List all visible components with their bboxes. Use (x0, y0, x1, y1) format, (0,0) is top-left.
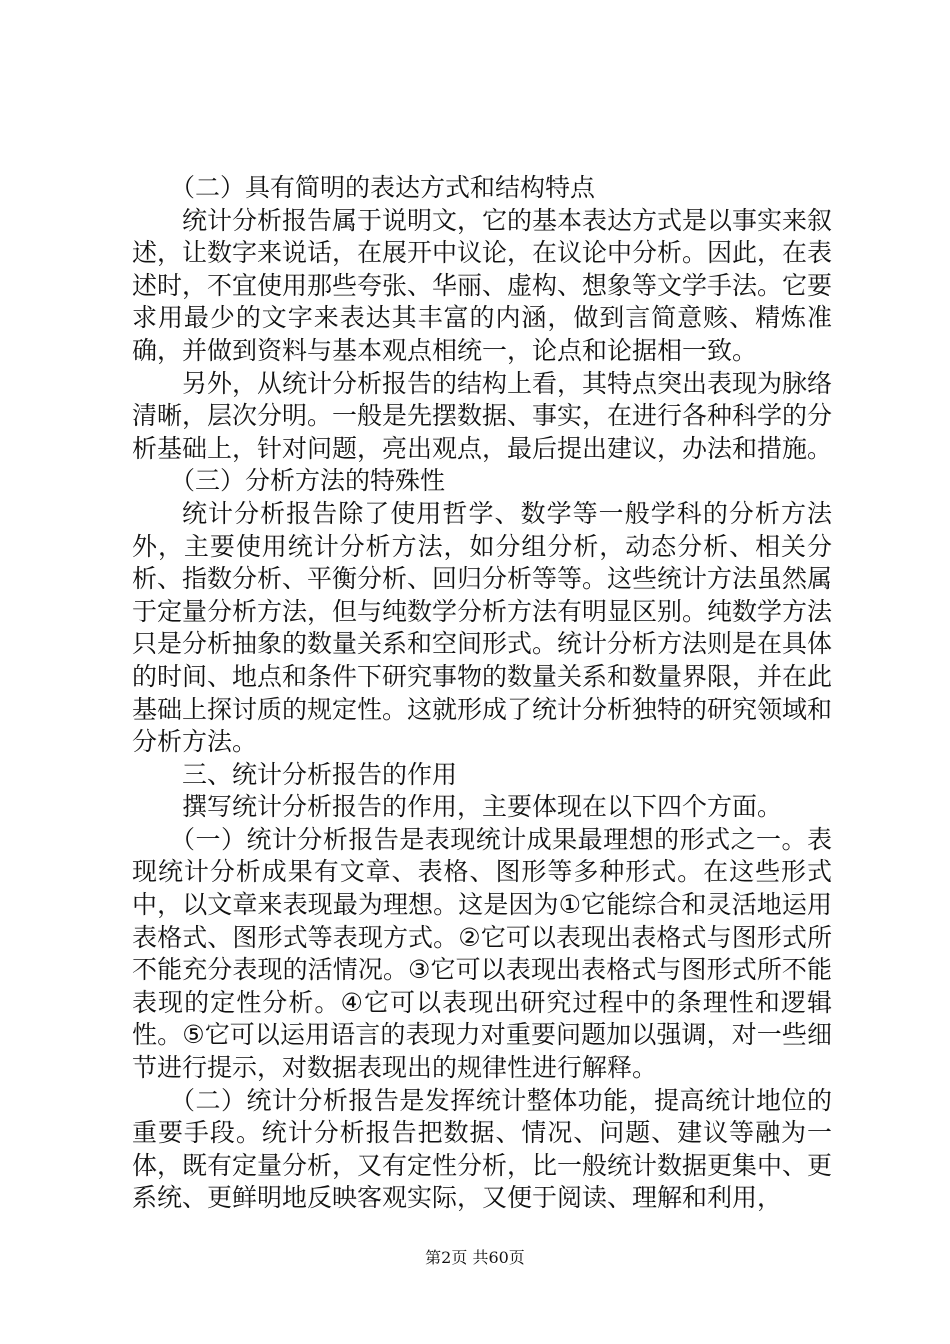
body-paragraph: 统计分析报告除了使用哲学、数学等一般学科的分析方法外，主要使用统计分析方法，如分组分析，动态分析、相关分析、指数分析、平衡分析、回归分析等等。这些统计方法虽然属于定量分析方法，但与纯数学分析方法有明显区别。纯数学方法只是分析抽象的数量关系和空间形式。统计分析方法则是在具体的时间、地点和条件下研究事物的数量关系和数量界限，并在此基础上探讨质的规定性。这就形成了统计分析独特的研究领域和分析方法。 (132, 498, 833, 757)
body-paragraph: 统计分析报告属于说明文，它的基本表达方式是以事实来叙述，让数字来说话，在展开中议论，在议论中分析。因此，在表述时，不宜使用那些夸张、华丽、虚构、想象等文学手法。它要求用最少的文字来表达其丰富的内涵，做到言简意赅、精炼准确，并做到资料与基本观点相统一，论点和论据相一致。 (132, 205, 833, 365)
document-body (132, 172, 832, 1215)
subheading-paragraph: （三）分析方法的特殊性 (170, 466, 446, 496)
subheading-paragraph: （二）具有简明的表达方式和结构特点 (170, 173, 596, 202)
body-paragraph: 撰写统计分析报告的作用，主要体现在以下四个方面。 (182, 792, 783, 822)
page-number-footer: 第2页 共60页 (425, 1248, 525, 1267)
section-heading: 三、统计分析报告的作用 (182, 759, 458, 789)
body-paragraph: （一）统计分析报告是表现统计成果最理想的形式之一。表现统计分析成果有文章、表格、图形等多种形式。在这些形式中，以文章来表现最为理想。这是因为①它能综合和灵活地运用表格式、图形式等表现方式。②它可以表现出表格式与图形式所不能充分表现的活情况。③它可以表现出表格式与图形式所不能表现的定性分析。④它可以表现出研究过程中的条理性和逻辑性。⑤它可以运用语言的表现力对重要问题加以强调，对一些细节进行提示，对数据表现出的规律性进行解释。 (132, 824, 832, 1083)
body-paragraph: （二）统计分析报告是发挥统计整体功能，提高统计地位的重要手段。统计分析报告把数据、情况、问题、建议等融为一体，既有定量分析，又有定性分析，比一般统计数据更集中、更系统、更鲜明地反映客观实际，又便于阅读、理解和利用， (132, 1085, 833, 1213)
body-paragraph: 另外，从统计分析报告的结构上看，其特点突出表现为脉络清晰，层次分明。一般是先摆数据、事实，在进行各种科学的分析基础上，针对问题，亮出观点，最后提出建议，办法和措施。 (132, 368, 833, 463)
